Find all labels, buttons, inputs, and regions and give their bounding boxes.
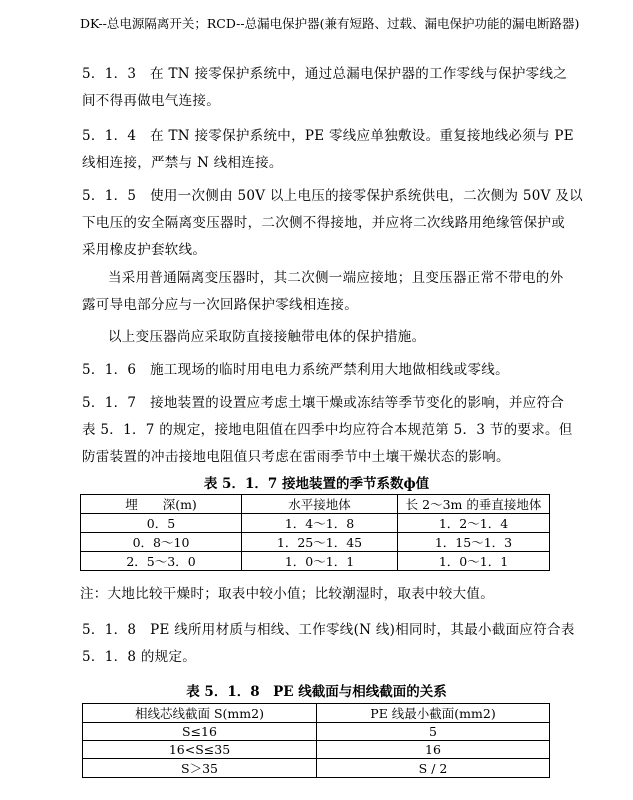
table-row — [83, 759, 550, 778]
clause-5-1-5-line1: 5．1．5 使用一次侧由 50V 以上电压的接零保护系统供电，二次侧为 50V 及以 — [82, 188, 583, 204]
table-header-row — [83, 704, 550, 723]
table-cell: S＞35 — [83, 759, 317, 778]
clause-5-1-7-line2: 表 5．1．7 的规定，接地电阻值在四季中均应符合本规范第 5．3 节的要求。但 — [82, 422, 573, 438]
table-cell: 16<S≤35 — [83, 741, 317, 759]
table-row — [81, 533, 550, 552]
table-cell: 0．8～10 — [81, 533, 242, 552]
table-5-1-8-caption: 表 5．1．8 PE 线截面与相线截面的关系 — [186, 684, 447, 700]
table-row — [81, 514, 550, 533]
header-vertical: 长 2～3m 的垂直接地体 — [398, 495, 550, 514]
clause-5-1-8-line2: 5．1．8 的规定。 — [82, 649, 197, 665]
header-depth: 埋 深(m) — [81, 495, 242, 514]
clause-5-1-8-line1: 5．1．8 PE 线所用材质与相线、工作零线(N 线)相同时，其最小截面应符合表 — [82, 622, 575, 638]
clause-5-1-6: 5．1．6 施工现场的临时用电电力系统严禁利用大地做相线或零线。 — [82, 362, 509, 378]
table-header-row — [81, 495, 550, 514]
table-cell: 16 — [317, 741, 550, 759]
header-horizontal: 水平接地体 — [242, 495, 398, 514]
clause-5-1-7-line3: 防雷装置的冲击接地电阻值只考虑在雷雨季节中土壤干燥状态的影响。 — [82, 449, 510, 465]
table-cell: 1．0～1．1 — [242, 552, 398, 571]
clause-5-1-3-line2: 间不得再做电气连接。 — [82, 93, 220, 109]
table-cell: 1．2～1．4 — [398, 514, 550, 533]
table-cell: S / 2 — [317, 759, 550, 778]
table-cell: 1．0～1．1 — [398, 552, 550, 571]
clause-5-1-3-line1: 5．1．3 在 TN 接零保护系统中，通过总漏电保护器的工作零线与保护零线之 — [82, 66, 568, 82]
isolation-transformer-line1: 当采用普通隔离变压器时，其二次侧一端应接地；且变压器正常不带电的外 — [108, 270, 564, 286]
table-row — [81, 552, 550, 571]
table-row — [83, 741, 550, 759]
direct-contact-protection: 以上变压器尚应采取防直接接触带电体的保护措施。 — [108, 329, 426, 345]
table-note: 注：大地比较干燥时；取表中较小值；比较潮湿时，取表中较大值。 — [80, 586, 494, 602]
table-cell: 1．4～1．8 — [242, 514, 398, 533]
table-cell: 0．5 — [81, 514, 242, 533]
clause-5-1-7-line1: 5．1．7 接地装置的设置应考虑土壤干燥或冻结等季节变化的影响，并应符合 — [82, 395, 565, 411]
table-5-1-7-caption: 表 5．1．7 接地装置的季节系数ф值 — [203, 476, 430, 492]
table-5-1-7 — [80, 494, 550, 571]
table-cell: S≤16 — [83, 723, 317, 741]
header-pe-min-section: PE 线最小截面(mm2) — [317, 704, 550, 723]
table-row — [83, 723, 550, 741]
table-5-1-8 — [82, 703, 550, 778]
clause-5-1-4-line1: 5．1．4 在 TN 接零保护系统中，PE 零线应单独敷设。重复接地线必须与 PE — [82, 128, 574, 144]
table-cell: 1．15～1．3 — [398, 533, 550, 552]
header-phase-section: 相线芯线截面 S(mm2) — [83, 704, 317, 723]
clause-5-1-4-line2: 线相连接，严禁与 N 线相连接。 — [82, 155, 283, 171]
table-cell: 1．25～1．45 — [242, 533, 398, 552]
clause-5-1-5-line3: 采用橡皮护套软线。 — [82, 242, 207, 258]
clause-5-1-5-line2: 下电压的安全隔离变压器时，二次侧不得接地，并应将二次线路用绝缘管保护或 — [82, 215, 565, 231]
table-cell: 5 — [317, 723, 550, 741]
header-note: DK--总电源隔离开关；RCD--总漏电保护器(兼有短路、过载、漏电保护功能的漏电断路器) — [80, 16, 580, 31]
table-cell: 2．5～3．0 — [81, 552, 242, 571]
isolation-transformer-line2: 露可导电部分应与一次回路保护零线相连接。 — [82, 297, 358, 313]
